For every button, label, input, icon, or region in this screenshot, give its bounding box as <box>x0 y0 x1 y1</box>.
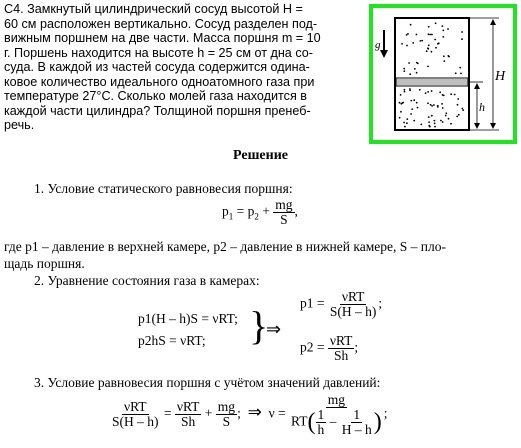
gas-particle <box>421 40 423 42</box>
gas-particle <box>412 42 414 44</box>
gas-particle <box>443 95 445 97</box>
gas-particle <box>454 94 456 96</box>
gas-particle <box>433 104 435 106</box>
gas-lower <box>399 88 465 127</box>
gas-particle <box>455 72 457 74</box>
gas-particle <box>403 68 405 70</box>
gas-particle <box>427 102 429 104</box>
gas-particle <box>427 91 429 93</box>
gas-particle <box>427 66 429 68</box>
gas-particle <box>434 126 436 128</box>
gas-particle <box>431 51 433 53</box>
gas-particle <box>435 47 437 49</box>
gas-particle <box>459 67 461 69</box>
gas-particle <box>425 92 427 94</box>
gas-particle <box>416 72 418 74</box>
gas-particle <box>408 62 410 64</box>
gas-particle <box>457 104 459 106</box>
gas-particle <box>443 60 445 62</box>
gas-particle <box>448 118 450 120</box>
step-1: 1. Условие статического равновесия поршня: <box>34 181 293 196</box>
problem-line: суда. В каждой из частей сосуда содержится одина- <box>4 60 310 74</box>
problem-line: вижным поршнем на две части. Масса поршня m = 10 <box>4 31 321 45</box>
gas-particle <box>435 22 437 24</box>
gas-particle <box>419 89 421 91</box>
gas-particle <box>440 120 442 122</box>
gas-particle <box>442 30 444 32</box>
gas-particle <box>431 34 433 36</box>
gas-particle <box>416 62 418 64</box>
gas-particle <box>445 115 447 117</box>
implies-arrow: ⇒ <box>266 319 282 339</box>
cylinder-figure <box>369 4 517 144</box>
gas-particle <box>447 55 449 57</box>
equation-1: $p_1 = p_2$ + $\frac{mg}{S}$ , <box>222 197 298 227</box>
cylinder-diagram <box>373 8 513 140</box>
gas-particle <box>409 88 411 90</box>
gas-particle <box>442 25 444 27</box>
gas-particle <box>399 102 401 104</box>
gas-particle <box>414 68 416 70</box>
problem-line: речь. <box>4 118 35 132</box>
gas-particle <box>426 50 428 52</box>
gas-particle <box>434 123 436 125</box>
gas-particle <box>406 45 408 47</box>
gas-particle <box>441 103 443 105</box>
gas-particle <box>438 42 440 44</box>
note-line: щадь поршня. <box>4 256 85 271</box>
gas-particle <box>442 107 444 109</box>
gas-particle <box>429 126 431 128</box>
gas-particle <box>457 98 459 100</box>
problem-line: С4. Замкнутый цилиндрический сосуд высотой H = <box>4 2 303 16</box>
step-2: 2. Уравнение состояния газа в камерах: <box>34 273 260 288</box>
step-3: 3. Условие равновесия поршня с учётом значений давлений: <box>34 375 381 390</box>
gas-particle <box>450 123 452 125</box>
gas-particle <box>407 33 409 35</box>
problem-line: 60 см расположен вертикально. Сосуд разделен под- <box>4 16 318 31</box>
gas-particle <box>400 103 402 105</box>
gas-particle <box>417 107 419 109</box>
gas-particle <box>434 120 436 122</box>
gas-particle <box>461 31 463 33</box>
system-left-1: p1(H – h)S = νRT; <box>138 311 238 326</box>
gas-particle <box>461 108 463 110</box>
gas-particle <box>458 114 460 116</box>
gas-particle <box>410 24 412 26</box>
gas-particle <box>403 122 405 124</box>
gas-particle <box>420 40 422 42</box>
h-label: h <box>479 100 485 114</box>
system-brace: } <box>249 303 269 348</box>
gas-particle <box>428 44 430 46</box>
gas-particle <box>400 94 402 96</box>
problem-statement <box>4 2 362 133</box>
gas-particle <box>409 73 411 75</box>
gas-particle <box>410 113 412 115</box>
gas-particle <box>431 90 433 92</box>
gas-particle <box>442 36 444 38</box>
problem-line: г. Поршень находится на высоте h = 25 см от дна со- <box>4 45 313 60</box>
gas-particle <box>456 116 458 118</box>
gas-particle <box>413 99 415 101</box>
gas-particle <box>450 93 452 95</box>
equation-3: $\frac{\text{νRT}}{S(H - h)}$ = $\frac{\text{νRT}}{Sh}$ + $\frac{mg}{S}$ ; ⇒ ν = mg RT( $\frac{1}{h}$ – $\frac{1}{H - h}$ ) ; <box>112 392 388 437</box>
gas-particle <box>399 117 401 119</box>
gas-particle <box>430 104 432 106</box>
gas-particle <box>429 34 431 36</box>
gas-particle <box>434 39 436 41</box>
gas-particle <box>404 91 406 93</box>
gas-particle <box>406 118 408 120</box>
gas-particle <box>401 43 403 45</box>
gas-particle <box>406 122 408 124</box>
gas-upper <box>401 22 463 75</box>
gas-particle <box>411 108 413 110</box>
p1-expression: p1 = $\frac{\text{νRT}}{S(H - h)}$ ; <box>300 289 383 319</box>
problem-line: каждой части цилиндра? Толщиной поршня пренеб- <box>4 103 311 118</box>
gas-particle <box>416 34 418 36</box>
gas-particle <box>437 106 439 108</box>
gas-particle <box>416 102 418 104</box>
gas-particle <box>460 73 462 75</box>
gas-particle <box>442 121 444 123</box>
gas-particle <box>413 120 415 122</box>
gas-particle <box>431 105 433 107</box>
gas-particle <box>428 121 430 123</box>
gas-particle <box>462 109 464 111</box>
gas-particle <box>428 116 430 118</box>
gas-particle <box>428 26 430 28</box>
p2-expression: p2 = $\frac{\text{νRT}}{Sh}$ ; <box>300 333 359 363</box>
system-left-2: p2hS = νRT; <box>138 333 206 348</box>
gas-particle <box>431 115 433 117</box>
gas-particle <box>400 111 402 113</box>
gas-particle <box>428 33 430 35</box>
solution-heading: Решение <box>233 148 288 163</box>
H-label: H <box>495 69 506 84</box>
gas-particle <box>404 126 406 128</box>
gas-particle <box>445 112 447 114</box>
note-line: где p1 – давление в верхней камере, p2 – давление в нижней камере, S – пло- <box>4 239 446 254</box>
gas-particle <box>439 91 441 93</box>
gas-particle <box>447 28 449 30</box>
gas-particle <box>410 100 412 102</box>
gas-particle <box>404 89 406 91</box>
g-arrowhead <box>380 50 388 58</box>
gas-particle <box>461 38 463 40</box>
g-label: g <box>375 39 381 51</box>
gas-particle <box>427 47 429 49</box>
gas-particle <box>403 70 405 72</box>
problem-line: температуре 27°С. Сколько молей газа находится в <box>4 89 307 103</box>
problem-line: ковое количество идеального одноатомного газа при <box>4 74 315 89</box>
gas-particle <box>420 124 422 126</box>
gas-particle <box>443 55 445 57</box>
